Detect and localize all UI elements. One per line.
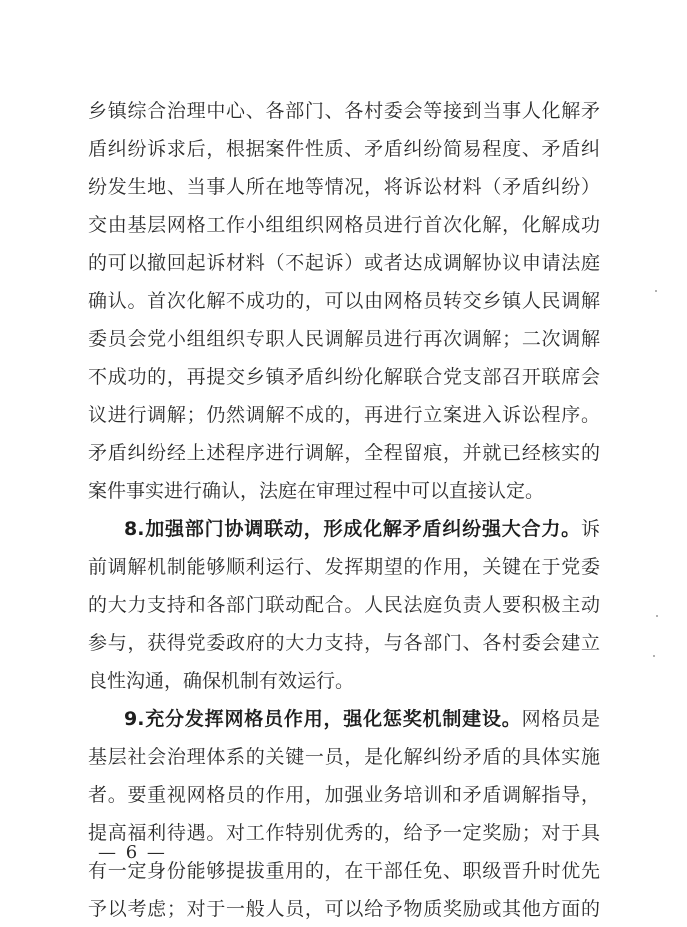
paragraph-line: 参与，获得党委政府的大力支持，与各部门、各村委会建立 [88,632,600,654]
scan-speck [653,655,655,657]
scan-speck [655,290,657,292]
paragraph-line: 盾纠纷诉求后，根据案件性质、矛盾纠纷简易程度、矛盾纠 [88,138,600,160]
section-8-heading: 8.加强部门协调联动，形成化解矛盾纠纷强大合力。 [124,518,581,540]
paragraph-line: 不成功的，再提交乡镇矛盾纠纷化解联合党支部召开联席会 [88,366,600,388]
paragraph-line: 基层社会治理体系的关键一员，是化解纠纷矛盾的具体实施 [88,746,600,768]
paragraph-line: 者。要重视网格员的作用，加强业务培训和矛盾调解指导， [88,784,600,806]
paragraph-line: 良性沟通，确保机制有效运行。 [88,670,355,692]
paragraph-line: 前调解机制能够顺利运行、发挥期望的作用，关键在于党委 [88,556,600,578]
scan-speck [656,615,658,617]
paragraph-line: 确认。首次化解不成功的，可以由网格员转交乡镇人民调解 [88,290,600,312]
paragraph-line: 交由基层网格工作小组组织网格员进行首次化解，化解成功 [88,214,600,236]
page-number: — 6 — [98,842,167,863]
paragraph-line: 提高福利待遇。对工作特别优秀的，给予一定奖励；对于具 [88,822,600,844]
paragraph-line: 乡镇综合治理中心、各部门、各村委会等接到当事人化解矛 [88,100,600,122]
paragraph-line: 的可以撤回起诉材料（不起诉）或者达成调解协议申请法庭 [88,252,600,274]
section-9-first-line [124,704,600,734]
paragraph-line: 有一定身份能够提拔重用的，在干部任免、职级晋升时优先 [88,860,600,882]
section-8-first-line-text: 诉 [580,518,600,540]
paragraph-line: 的大力支持和各部门联动配合。人民法庭负责人要积极主动 [88,594,600,616]
section-9-first-line-text: 网格员是 [521,708,600,730]
section-8-first-line [124,514,600,544]
paragraph-line: 议进行调解；仍然调解不成的，再进行立案进入诉讼程序。 [88,404,600,426]
paragraph-line: 纷发生地、当事人所在地等情况，将诉讼材料（矛盾纠纷） [88,176,600,198]
paragraph-line: 案件事实进行确认，法庭在审理过程中可以直接认定。 [88,480,545,502]
paragraph-line: 矛盾纠纷经上述程序进行调解，全程留痕，并就已经核实的 [88,442,600,464]
section-9-heading: 9.充分发挥网格员作用，强化惩奖机制建设。 [124,708,522,730]
paragraph-line: 委员会党小组组织专职人民调解员进行再次调解；二次调解 [88,328,600,350]
paragraph-line: 予以考虑；对于一般人员，可以给予物质奖励或其他方面的 [88,898,600,920]
